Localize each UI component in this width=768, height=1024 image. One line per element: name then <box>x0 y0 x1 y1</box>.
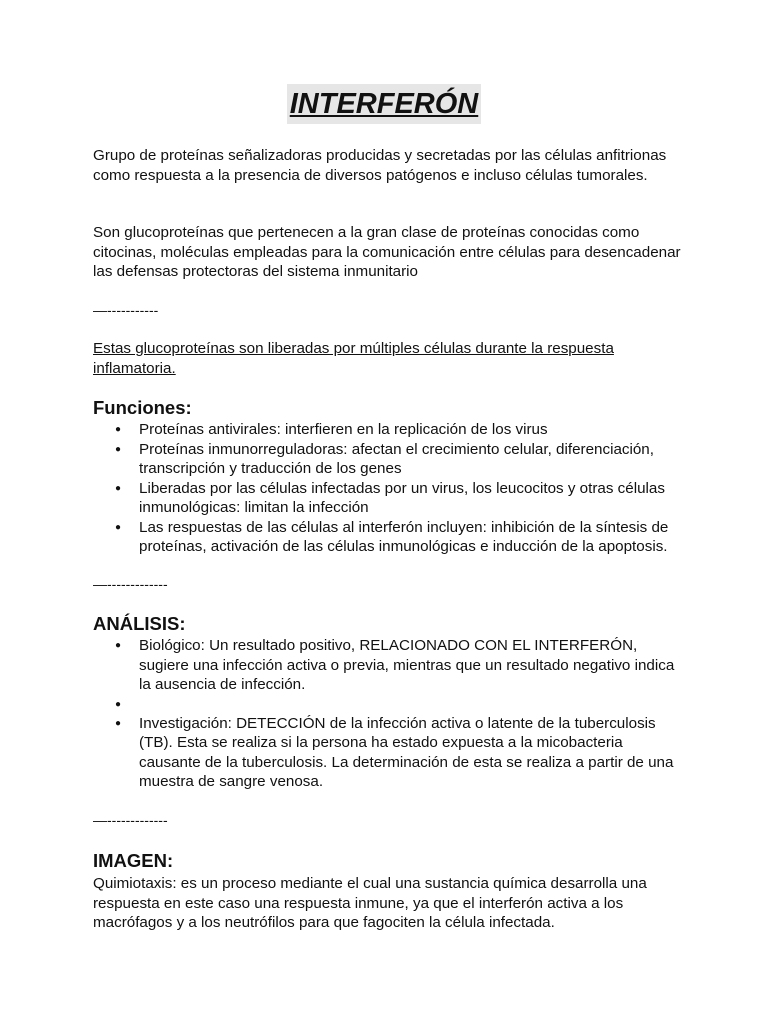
document-title <box>0 84 768 124</box>
intro-paragraph-1: Grupo de proteínas señalizadoras producidas y secretadas por las células anfitrionas como respuesta a la presencia de diversos patógenos e incluso células tumorales. <box>93 147 667 184</box>
funciones-list <box>93 420 683 557</box>
imagen-paragraph: Quimiotaxis: es un proceso mediante el cual una sustancia química desarrolla una respuesta en este caso una respuesta inmune, ya que el interferón activa a los macrófagos y a los neutrófilos para que fagociten la célula infectada. <box>93 875 647 931</box>
note-paragraph: Estas glucoproteínas son liberadas por múltiples células durante la respuesta inflamatoria. <box>93 340 614 377</box>
list-item: ● Proteínas inmunorreguladoras: afectan el crecimiento celular, diferenciación, transcripción y traducción de los genes <box>93 440 683 479</box>
funciones-heading: Funciones: <box>93 397 192 418</box>
analisis-list <box>93 636 683 792</box>
list-spacer <box>93 695 683 714</box>
separator-2: —------------- <box>93 576 168 592</box>
separator-1: —----------- <box>93 302 159 318</box>
list-item: ● Liberadas por las células infectadas por un virus, los leucocitos y otras células inmunológicas: limitan la infección <box>93 479 683 518</box>
title-text: INTERFERÓN <box>287 84 482 124</box>
separator-3: —------------- <box>93 812 168 828</box>
analisis-heading: ANÁLISIS: <box>93 613 186 634</box>
intro-paragraph-2: Son glucoproteínas que pertenecen a la gran clase de proteínas conocidas como citocinas, moléculas empleadas para la comunicación entre células para desencadenar las defensas protectoras del sistema inmunitario <box>93 224 681 280</box>
list-item: ● Investigación: DETECCIÓN de la infección activa o latente de la tuberculosis (TB). Esta se realiza si la persona ha estado expuesta a la micobacteria causante de la tuberculosis. La determinación de esta se realiza a partir de una muestra de sangre venosa. <box>93 714 683 792</box>
list-item: ● Biológico: Un resultado positivo, RELACIONADO CON EL INTERFERÓN, sugiere una infección activa o previa, mientras que un resultado negativo indica la ausencia de infección. <box>93 636 683 695</box>
list-item: ● Proteínas antivirales: interfieren en la replicación de los virus <box>93 420 683 440</box>
list-item: ● Las respuestas de las células al interferón incluyen: inhibición de la síntesis de proteínas, activación de las células inmunológicas e inducción de la apoptosis. <box>93 518 683 557</box>
imagen-heading: IMAGEN: <box>93 850 174 871</box>
